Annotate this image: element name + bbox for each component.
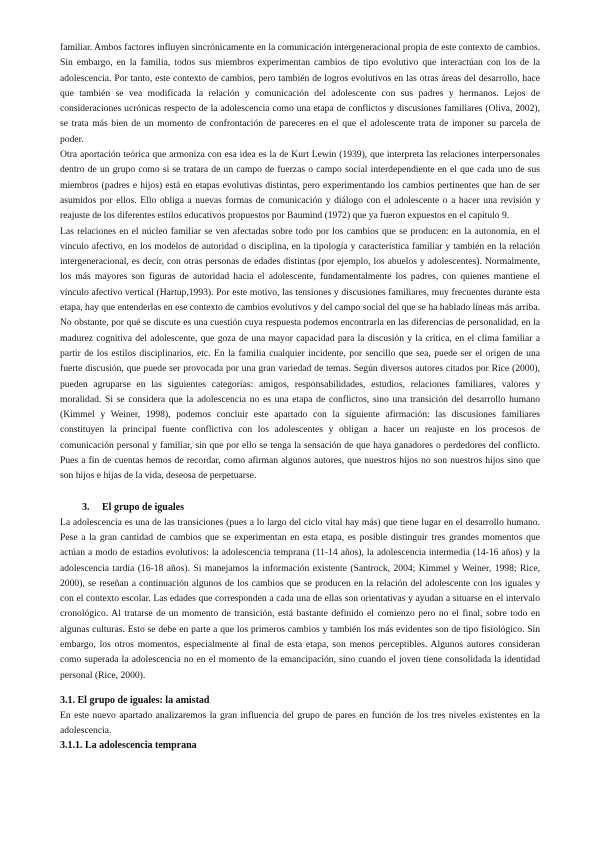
paragraph-family-context: familiar. Ambos factores influyen sincrónicamente en la comunicación intergeneracional propia de este contexto de cambios. Sin embargo, en la familia, todos sus miembros experimentan cambios de tipo evolutivo que interactúan con los de la adolescencia. Por tanto, este contexto de cambios, pero también de logros evolutivos en las otras áreas del desarrollo, hace que también se vea modificada la relación y comunicación del adolescente con sus padres y hermanos. Lejos de consideraciones ucrónicas respecto de la adolescencia como una etapa de conflictos y discusiones familiares (Oliva, 2002), se trata más bien de un momento de confrontación de pareceres en el que el adolescente trata de imponer su parcela de poder. xyxy=(60,42,540,145)
paragraph-lewin-theory: Otra aportación teórica que armoniza con esa idea es la de Kurt Lewin (1939), que interpreta las relaciones interpersonales dentro de un grupo como si se tratara de un campo de fuerzas o campo social interdependiente en el que cada uno de sus miembros (padres e hijos) está en etapas evolutivas distintas, pero experimentando los cambios pertinentes que han de ser asumidos por ellos. Ello obliga a nuevas formas de comunicación y diálogo con el adolescente o a hacer una revisión y reajuste de los diferentes estilos educativos propuestos por Baumind (1972) que ya fueron expuestos en el capítulo 9. xyxy=(60,149,540,222)
section-number: 3. xyxy=(82,501,90,513)
subsubsection-heading-adolescencia-temprana: 3.1.1. La adolescencia temprana xyxy=(60,740,197,752)
paragraph-adolescence-transition: La adolescencia es una de las transiciones (pues a lo largo del ciclo vital hay más) que tiene lugar en el desarrollo humano. Pese a la gran cantidad de cambios que se experimentan en esta etapa, es posible distinguir tres grandes momentos que actúan a modo de estadios evolutivos: la adolescencia temprana (11-14 años), la adolescencia intermedia (14-16 años) y la adolescencia tardía (16-18 años). Si manejamos la información existente (Santrock, 2004; Kimmel y Weiner, 1998; Rice, 2000), se reseñan a continuación algunos de los cambios que se producen en la relación del adolescente con los iguales y con el contexto escolar. Las edades que corresponden a cada una de ellas son orientativas y ayudan a situarse en el intervalo cronológico. Al tratarse de un momento de transición, está bastante definido el comienzo pero no el final, sobre todo en algunas culturas. Esto se debe en parte a que los primeros cambios y también los más evidentes son de tipo fisiológico. Sin embargo, los otros momentos, especialmente al final de esta etapa, son menos perceptibles. Algunos autores consideran como superada la adolescencia no en el momento de la emancipación, sino cuando el joven tiene consolidada la identidad personal (Rice, 2000). xyxy=(60,516,540,681)
paragraph-peer-group-intro: En este nuevo apartado analizaremos la gran influencia del grupo de pares en función de los tres niveles existentes en la adolescencia. xyxy=(60,709,540,737)
paragraph-family-relations: Las relaciones en el núcleo familiar se ven afectadas sobre todo por los cambios que se producen: en la autonomía, en el vínculo afectivo, en los modelos de autoridad o disciplina, en la tipología y característica familiar y también en la relación intergeneracional, es decir, con otras personas de edades distintas (por ejemplo, los abuelos y adolescentes). Normalmente, los más mayores son figuras de autoridad hacia el adolescente, fundamentalmente los padres, con quienes mantiene el vínculo afectivo vertical (Hartup,1993). Por este motivo, las tensiones y discusiones familiares, muy frecuentes durante esta etapa, hay que entenderlas en ese contexto de cambios evolutivos y del campo social del que se ha hablado líneas más arriba. No obstante, por qué se discute es una cuestión cuya respuesta podemos encontrarla en las diferencias de personalidad, en la madurez cognitiva del adolescente, que goza de una mayor capacidad para la discusión y la crítica, en el clima familiar a partir de los estilos disciplinarios, etc. En la familia cualquier incidente, por sencillo que sea, puede ser el origen de una fuerte discusión, que puede ser provocada por una gran variedad de temas. Según diversos autores citados por Rice (2000), pueden agruparse en las siguientes categorías: amigos, responsabilidades, estudios, relaciones familiares, valores y moralidad. Si se considera que la adolescencia no es una etapa de conflictos, sino una transición del desarrollo humano (Kimmel y Weiner, 1998), podemos concluir este apartado con la siguiente afirmación: las discusiones familiares constituyen la principal fuente conflictiva con los adolescentes y obligan a hacer un reajuste en los procesos de comunicación personal y familiar, sin que por ello se tenga la sensación de que haya ganadores o perdedores del conflicto. Pues a fin de cuentas hemos de recordar, como afirman algunos autores, que nuestros hijos no son nuestros hijos sino que son hijos e hijas de la vida, deseosa de perpetuarse. xyxy=(60,225,540,482)
section-title: El grupo de iguales xyxy=(102,501,184,513)
subsection-heading-amistad: 3.1. El grupo de iguales: la amistad xyxy=(60,694,210,706)
section-heading-grupo-de-iguales xyxy=(82,500,540,515)
